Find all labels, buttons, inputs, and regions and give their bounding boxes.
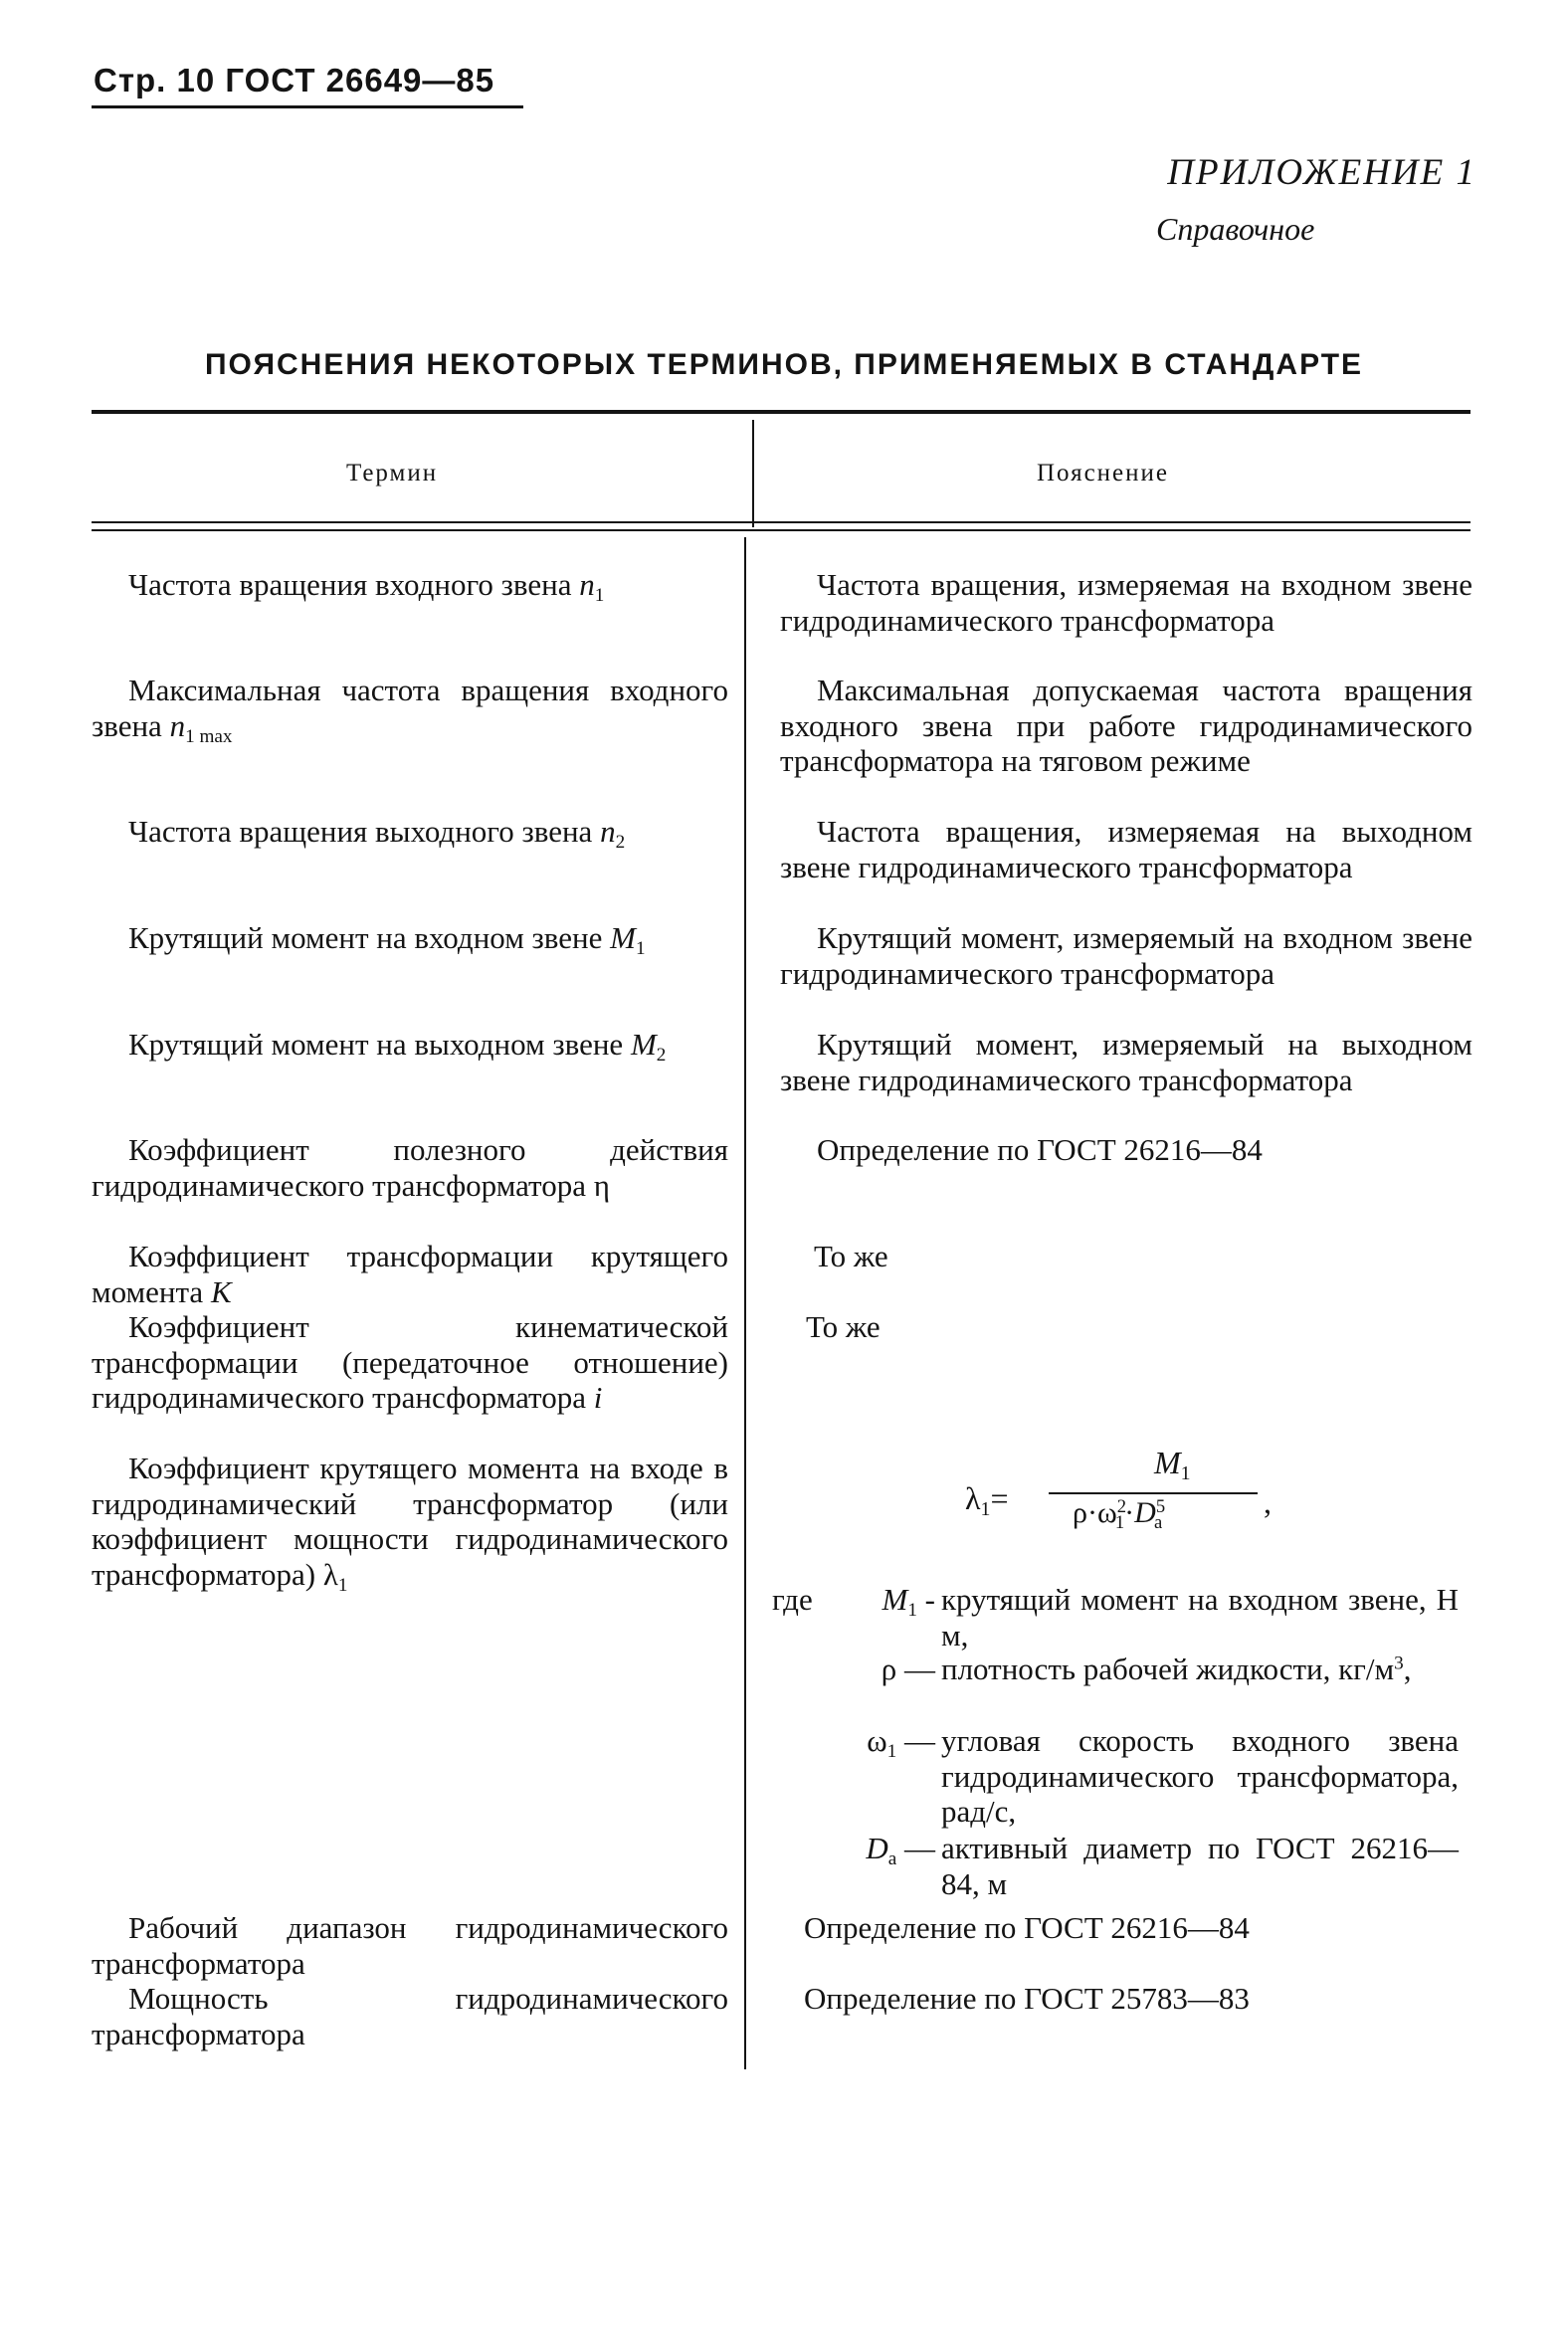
page-header: Стр. 10 ГОСТ 26649—85 [94, 62, 495, 98]
where-symbol-m1: $M_1$ - [882, 1582, 935, 1621]
table-head-rule-2 [92, 529, 1470, 531]
explanation-row-8: То же [806, 1309, 881, 1344]
where-text-omega: угловая скорость входного звена гидродинамического трансформатора, рад/с, [941, 1723, 1459, 1829]
explanation-row-2: Максимальная допускаемая частота вращения входного звена при работе гидродинамического трансформатора на тяговом режиме [780, 673, 1472, 778]
where-lead: где [772, 1582, 813, 1617]
appendix-subtitle: Справочное [1156, 211, 1315, 247]
formula-denominator: $\rho\cdot\omega^2_1\cdot D^5_a$ [1073, 1495, 1166, 1533]
column-divider-head [752, 420, 754, 527]
fraction-bar [1049, 1492, 1258, 1494]
term-row-5: Крутящий момент на выходном звене $M_2$ [128, 1027, 667, 1066]
term-row-1: Частота вращения входного звена $n_1$ [128, 567, 605, 606]
main-title: ПОЯСНЕНИЯ НЕКОТОРЫХ ТЕРМИНОВ, ПРИМЕНЯЕМЫХ В СТАНДАРТЕ [204, 348, 1364, 381]
term-row-6: Коэффициент полезного действия гидродинамического трансформатора η [92, 1132, 728, 1203]
explanation-row-3: Частота вращения, измеряемая на выходном звене гидродинамического трансформатора [780, 814, 1472, 884]
table-top-rule [92, 410, 1470, 414]
term-row-10: Рабочий диапазон гидродинамического трансформатора [92, 1910, 728, 1981]
where-text-rho: плотность рабочей жидкости, $кг/м^3$, [941, 1652, 1412, 1686]
where-symbol-da: $D_а$ — [866, 1831, 935, 1869]
formula-numerator: $M_1$ [1154, 1445, 1191, 1484]
explanation-row-1: Частота вращения, измеряемая на входном звене гидродинамического трансформатора [780, 567, 1472, 638]
where-text-m1: крутящий момент на входном звене, Н м, [941, 1582, 1459, 1653]
explanation-row-10: Определение по ГОСТ 26216—84 [804, 1910, 1250, 1945]
explanation-row-7: То же [814, 1239, 888, 1273]
where-symbol-omega: $\omega_1$ — [867, 1723, 935, 1762]
explanation-row-11: Определение по ГОСТ 25783—83 [804, 1981, 1250, 2016]
explanation-row-5: Крутящий момент, измеряемый на выходном звене гидродинамического трансформатора [780, 1027, 1472, 1097]
term-row-11: Мощность гидродинамического трансформатора [92, 1981, 728, 2051]
explanation-row-6: Определение по ГОСТ 26216—84 [817, 1132, 1263, 1167]
column-header-explanation: Пояснение [1037, 460, 1170, 486]
term-row-2: Максимальная частота вращения входного звена $n_{1 max}$ [92, 673, 728, 747]
where-text-da: активный диаметр по ГОСТ 26216—84, м [941, 1831, 1459, 1901]
table-head-rule-1 [92, 521, 1470, 523]
term-row-9: Коэффициент крутящего момента на входе в гидродинамический трансформатор (или коэффициент мощности гидродинамического трансформатора) $\lambda_1$ [92, 1451, 728, 1596]
where-symbol-rho: ρ — [881, 1652, 935, 1686]
term-row-3: Частота вращения выходного звена $n_2$ [128, 814, 626, 853]
explanation-row-4: Крутящий момент, измеряемый на входном звене гидродинамического трансформатора [780, 920, 1472, 991]
column-divider [744, 537, 746, 2069]
term-row-4: Крутящий момент на входном звене $M_1$ [128, 920, 646, 959]
term-row-7: Коэффициент трансформации крутящего момента K [92, 1239, 728, 1309]
column-header-term: Термин [346, 460, 439, 486]
lambda-formula [965, 1445, 1293, 1554]
formula-lhs: $\lambda_1=$ [965, 1480, 1009, 1520]
term-row-8: Коэффициент кинематической трансформации (передаточное отношение) гидродинамического трансформатора i [92, 1309, 728, 1415]
appendix-title: ПРИЛОЖЕНИЕ 1 [1167, 152, 1476, 193]
formula-comma: , [1264, 1484, 1272, 1520]
header-rule [92, 105, 523, 108]
